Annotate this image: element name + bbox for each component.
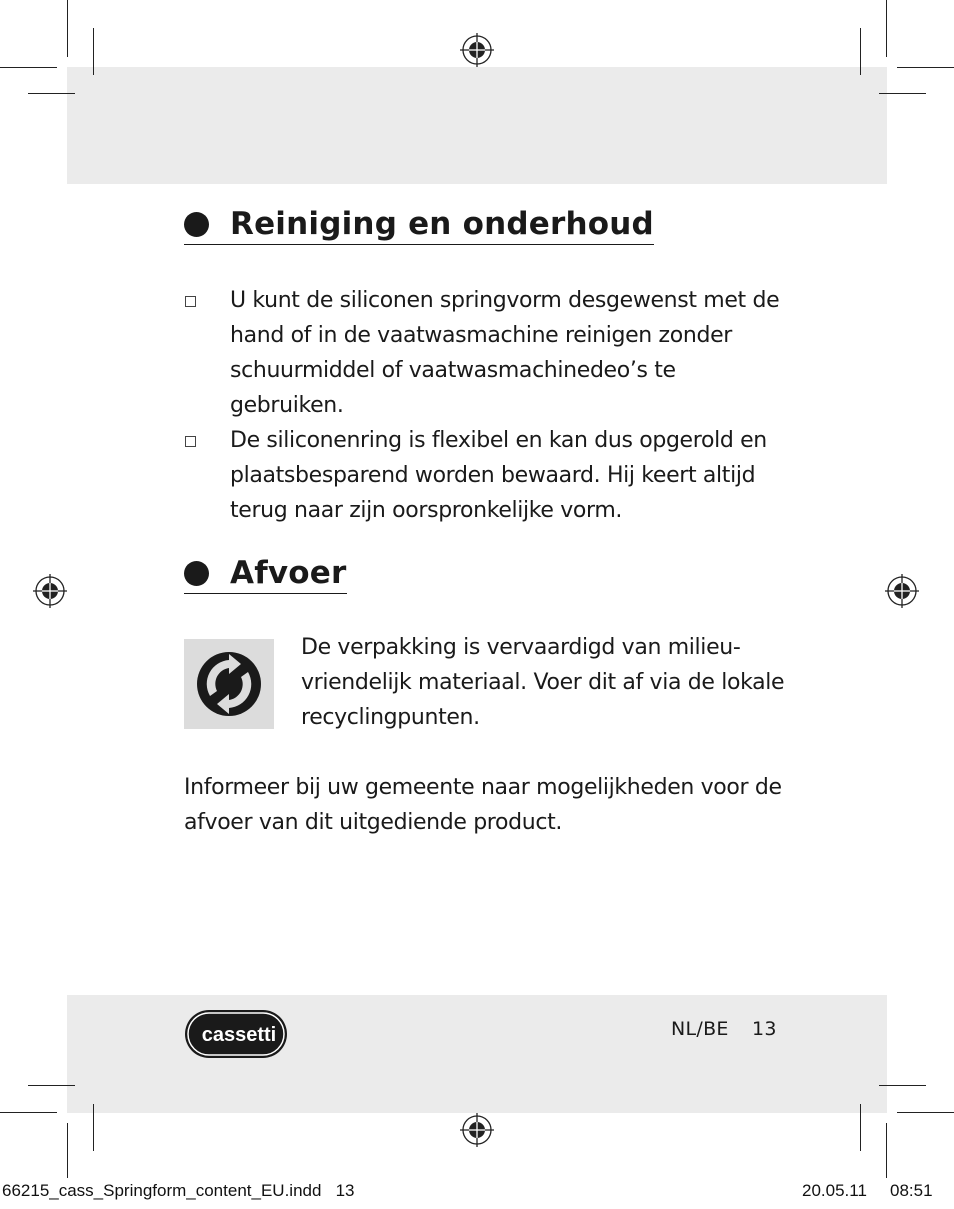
checkbox-square-icon <box>185 436 196 447</box>
page-number: 13 <box>752 1018 777 1040</box>
registration-mark-icon <box>884 573 920 609</box>
registration-mark-icon <box>459 32 495 68</box>
brand-name: cassetti <box>201 1024 277 1046</box>
green-dot-recycling-icon <box>196 651 262 717</box>
list-item-text: U kunt de siliconen springvorm desgewenst met de hand of in de vaatwasmachine reinigen zonder schuurmiddel of vaatwasmachinedeo’s te gebruiken. <box>230 288 780 418</box>
cleaning-list <box>184 283 784 528</box>
registration-mark-icon <box>32 573 68 609</box>
heading-bullet-icon <box>184 212 209 237</box>
section-title: Afvoer <box>230 555 347 591</box>
recycle-symbol <box>184 639 274 729</box>
header-band <box>67 67 887 184</box>
cassetti-logo <box>184 1009 288 1059</box>
region-label: NL/BE <box>671 1018 729 1040</box>
checkbox-square-icon <box>185 296 196 307</box>
section-heading-disposal <box>184 555 347 594</box>
heading-bullet-icon <box>184 561 209 586</box>
disposal-info: Informeer bij uw gemeente naar mogelijkheden voor de afvoer van dit uitgediende product. <box>184 775 782 835</box>
slug-date: 20.05.11 <box>802 1181 867 1200</box>
list-item <box>184 423 784 528</box>
list-item-text: De siliconenring is flexibel en kan dus opgerold en plaatsbesparend worden bewaard. Hij keert altijd terug naar zijn oorspronkelijke vorm. <box>230 428 767 523</box>
section-heading-cleaning <box>184 206 654 245</box>
slug-time: 08:51 <box>890 1181 933 1200</box>
section-title: Reiniging en onderhoud <box>230 206 654 242</box>
recycle-description: De verpakking is vervaardigd van milieu-vriendelijk materiaal. Voer dit af via de lokale recyclingpunten. <box>301 635 785 730</box>
slug-filename: 66215_cass_Springform_content_EU.indd 13 <box>2 1181 355 1200</box>
list-item <box>184 283 784 423</box>
registration-mark-icon <box>459 1112 495 1148</box>
